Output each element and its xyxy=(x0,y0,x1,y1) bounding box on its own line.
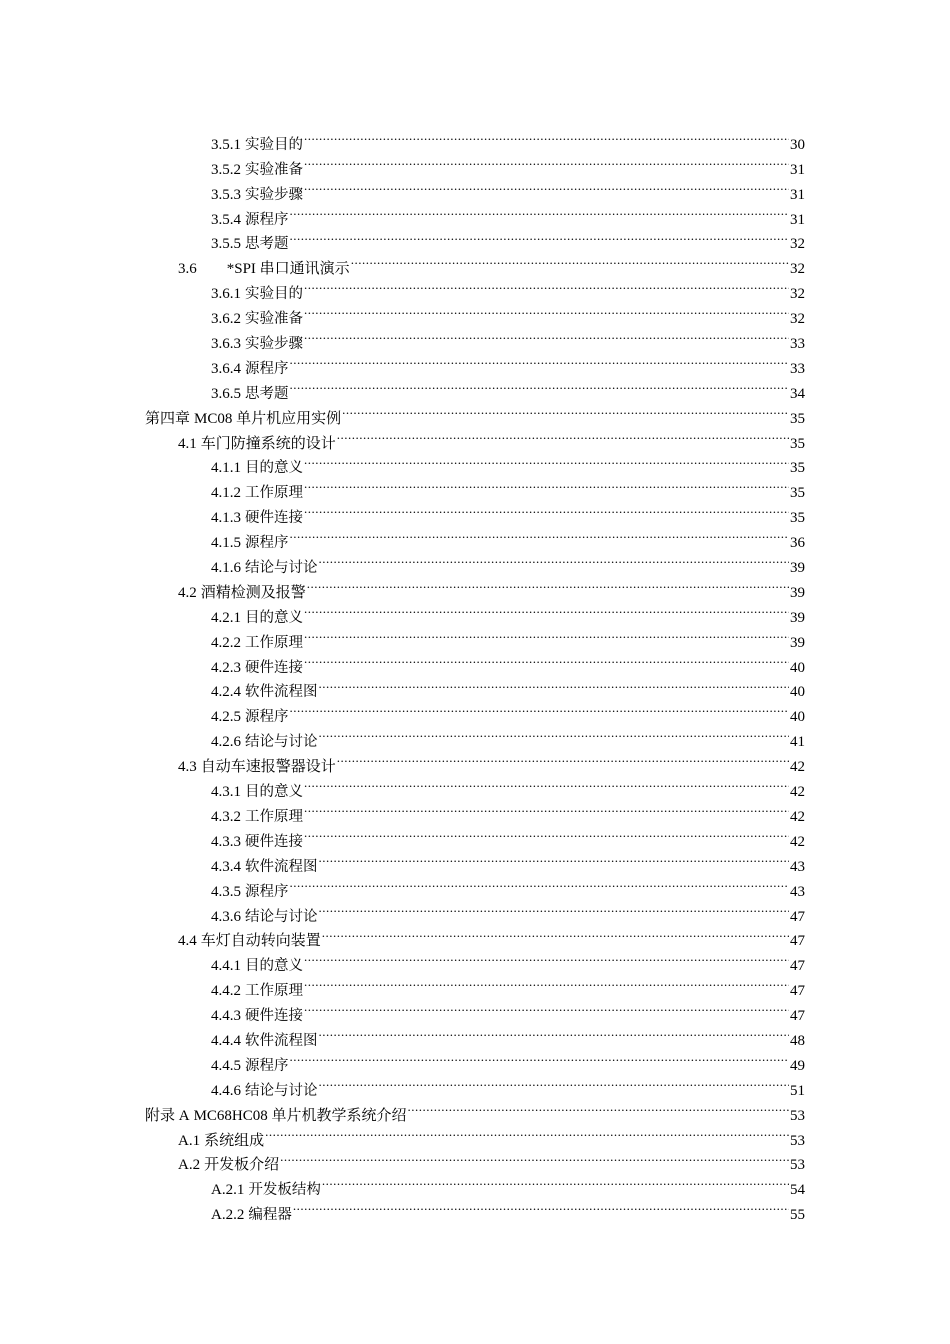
toc-entry-page-number: 53 xyxy=(790,1132,805,1149)
toc-entry xyxy=(0,771,950,801)
dot-leader xyxy=(337,746,789,771)
toc-entry xyxy=(0,224,950,253)
toc-entry-page-number: 39 xyxy=(790,634,805,651)
toc-entry xyxy=(0,970,950,1000)
dot-leader xyxy=(307,572,789,597)
toc-entry-page-number: 51 xyxy=(790,1082,805,1099)
toc-entry-title: 实验步骤 xyxy=(245,186,303,203)
toc-entry-title: MC68HC08 单片机教学系统介绍 xyxy=(193,1107,407,1124)
toc-entry-title: 目的意义 xyxy=(245,460,303,477)
toc-entry xyxy=(0,896,950,925)
dot-leader xyxy=(342,398,789,423)
toc-entry-number: 3.5.5 xyxy=(211,236,241,253)
dot-leader xyxy=(319,896,790,921)
toc-entry-page-number: 32 xyxy=(790,261,805,278)
dot-leader xyxy=(290,1045,790,1070)
toc-entry xyxy=(0,597,950,626)
toc-entry xyxy=(0,323,950,353)
toc-entry-title: 酒精检测及报警 xyxy=(200,584,306,601)
toc-entry xyxy=(0,522,950,552)
dot-leader xyxy=(322,1169,789,1194)
dot-leader xyxy=(304,995,789,1020)
toc-entry-number: 4.1.3 xyxy=(211,510,241,527)
toc-entry-page-number: 33 xyxy=(790,336,805,353)
toc-entry-page-number: 35 xyxy=(790,435,805,452)
toc-entry-number: 4.1.6 xyxy=(211,560,241,577)
toc-entry-number: A.2 xyxy=(178,1157,201,1174)
toc-entry xyxy=(0,796,950,825)
toc-entry xyxy=(0,622,950,651)
toc-entry-title: 车门防撞系统的设计 xyxy=(200,435,336,452)
toc-entry-page-number: 40 xyxy=(790,709,805,726)
toc-entry xyxy=(0,1120,950,1149)
toc-entry-page-number: 42 xyxy=(790,784,805,801)
toc-entry-page-number: 42 xyxy=(790,759,805,776)
dot-leader xyxy=(319,1020,790,1045)
toc-entry-title: 实验目的 xyxy=(245,136,303,153)
toc-entry-number: A.1 xyxy=(178,1132,201,1149)
toc-entry-number: 4.2.3 xyxy=(211,659,241,676)
toc-entry-title: 源程序 xyxy=(245,1057,289,1074)
toc-entry-page-number: 39 xyxy=(790,584,805,601)
toc-entry-number: 3.5.4 xyxy=(211,211,241,228)
toc-entry-number: 4.2.4 xyxy=(211,684,241,701)
toc-entry xyxy=(0,921,950,950)
dot-leader xyxy=(293,1194,789,1219)
toc-entry-number: 4.2.2 xyxy=(211,634,241,651)
toc-entry-page-number: 35 xyxy=(790,460,805,477)
toc-entry-title: 硬件连接 xyxy=(245,833,303,850)
toc-entry xyxy=(0,472,950,502)
toc-entry-title: 实验目的 xyxy=(245,286,303,303)
toc-entry-number: 3.6.4 xyxy=(211,360,241,377)
toc-entry xyxy=(0,1145,950,1174)
dot-leader xyxy=(304,497,789,522)
toc-entry-title: 思考题 xyxy=(245,236,289,253)
toc-entry-title: 结论与讨论 xyxy=(245,560,318,577)
toc-entry xyxy=(0,373,950,402)
toc-entry xyxy=(0,497,950,527)
toc-entry-number: 4.4.2 xyxy=(211,983,241,1000)
dot-leader xyxy=(337,423,789,448)
toc-entry-title: 源程序 xyxy=(245,535,289,552)
toc-entry-number: 第四章 xyxy=(145,410,191,427)
toc-entry-title: 源程序 xyxy=(245,883,289,900)
toc-entry-page-number: 47 xyxy=(790,983,805,1000)
toc-entry-page-number: 40 xyxy=(790,659,805,676)
dot-leader xyxy=(290,373,790,398)
toc-entry-number: 4.2.5 xyxy=(211,709,241,726)
toc-entry-page-number: 53 xyxy=(790,1107,805,1124)
toc-entry-title: 目的意义 xyxy=(245,784,303,801)
toc-entry-title: 编程器 xyxy=(248,1207,292,1224)
toc-entry xyxy=(0,398,950,427)
dot-leader xyxy=(304,323,789,348)
toc-entry-page-number: 36 xyxy=(790,535,805,552)
toc-entry xyxy=(0,124,950,153)
toc-entry-page-number: 47 xyxy=(790,1008,805,1025)
toc-entry-number: 4.4.4 xyxy=(211,1032,241,1049)
dot-leader xyxy=(304,298,789,323)
toc-entry-title: 硬件连接 xyxy=(245,659,303,676)
toc-entry-page-number: 31 xyxy=(790,211,805,228)
toc-entry-page-number: 49 xyxy=(790,1057,805,1074)
toc-entry xyxy=(0,871,950,900)
toc-entry-number: 4.3 xyxy=(178,759,197,776)
toc-entry-page-number: 39 xyxy=(790,560,805,577)
toc-entry-page-number: 42 xyxy=(790,833,805,850)
toc-entry-title: 源程序 xyxy=(245,211,289,228)
toc-entry xyxy=(0,572,950,601)
toc-entry xyxy=(0,647,950,676)
toc-entry xyxy=(0,174,950,203)
toc-entry xyxy=(0,448,950,477)
toc-entry-title: 目的意义 xyxy=(245,609,303,626)
toc-entry xyxy=(0,199,950,228)
toc-entry xyxy=(0,348,950,377)
toc-entry-title: 结论与讨论 xyxy=(245,1082,318,1099)
toc-entry xyxy=(0,721,950,751)
toc-entry xyxy=(0,423,950,452)
toc-entry-number: 4.3.1 xyxy=(211,784,241,801)
toc-entry-number: 4.4.5 xyxy=(211,1057,241,1074)
toc-entry-page-number: 34 xyxy=(790,385,805,402)
toc-entry-number: 4.2.6 xyxy=(211,734,241,751)
toc-entry-number: 附录 A xyxy=(145,1107,190,1124)
toc-entry xyxy=(0,995,950,1025)
toc-entry-title: 软件流程图 xyxy=(245,1032,318,1049)
toc-entry xyxy=(0,149,950,178)
toc-entry-number: A.2.2 xyxy=(211,1207,245,1224)
toc-entry-number: 4.1.5 xyxy=(211,535,241,552)
toc-entry xyxy=(0,1020,950,1049)
toc-entry-title: 工作原理 xyxy=(245,485,303,502)
toc-entry xyxy=(0,248,950,278)
toc-entry xyxy=(0,746,950,776)
toc-entry xyxy=(0,945,950,975)
toc-entry-number: 4.3.6 xyxy=(211,908,241,925)
toc-entry-title: 目的意义 xyxy=(245,958,303,975)
dot-leader xyxy=(280,1145,789,1170)
toc-entry-page-number: 35 xyxy=(790,485,805,502)
toc-entry-number: 3.5.3 xyxy=(211,186,241,203)
toc-entry-title: 源程序 xyxy=(245,360,289,377)
toc-entry-title: 工作原理 xyxy=(245,808,303,825)
toc-entry xyxy=(0,821,950,850)
toc-entry-page-number: 41 xyxy=(790,734,805,751)
toc-entry-number: 4.2.1 xyxy=(211,609,241,626)
toc-entry-title: 结论与讨论 xyxy=(245,908,318,925)
toc-entry-page-number: 55 xyxy=(790,1207,805,1224)
toc-entry-title: 实验准备 xyxy=(245,161,303,178)
toc-entry-title: *SPI 串口通讯演示 xyxy=(226,261,350,278)
toc-entry-title: 工作原理 xyxy=(245,983,303,1000)
dot-leader xyxy=(304,970,789,995)
toc-entry-page-number: 32 xyxy=(790,286,805,303)
toc-entry-page-number: 33 xyxy=(790,360,805,377)
toc-entry-number: 4.3.4 xyxy=(211,858,241,875)
toc-entry-page-number: 48 xyxy=(790,1032,805,1049)
toc-entry xyxy=(0,1095,950,1124)
toc-entry-title: 软件流程图 xyxy=(245,684,318,701)
toc-entry-title: 系统组成 xyxy=(204,1132,265,1149)
toc-entry-number: 4.4.1 xyxy=(211,958,241,975)
toc-entry-page-number: 40 xyxy=(790,684,805,701)
dot-leader xyxy=(319,672,790,697)
toc-entry xyxy=(0,672,950,701)
toc-entry-number: 3.6.5 xyxy=(211,385,241,402)
dot-leader xyxy=(304,647,789,672)
toc-entry-number: 3.5.2 xyxy=(211,161,241,178)
toc-entry-page-number: 32 xyxy=(790,236,805,253)
toc-entry-page-number: 39 xyxy=(790,609,805,626)
dot-leader xyxy=(304,796,789,821)
toc-entry-page-number: 30 xyxy=(790,136,805,153)
toc-entry-title: 硬件连接 xyxy=(245,510,303,527)
toc-entry-title: 实验准备 xyxy=(245,311,303,328)
toc-entry-number: 4.4 xyxy=(178,933,197,950)
dot-leader xyxy=(304,124,789,149)
toc-entry xyxy=(0,1194,950,1224)
toc-entry-page-number: 43 xyxy=(790,858,805,875)
toc-entry-number: 3.6.2 xyxy=(211,311,241,328)
toc-entry-number: 4.1.1 xyxy=(211,460,241,477)
toc-entry xyxy=(0,846,950,875)
toc-entry-page-number: 35 xyxy=(790,410,805,427)
dot-leader xyxy=(304,448,789,473)
toc-entry xyxy=(0,696,950,726)
toc-entry xyxy=(0,1045,950,1074)
toc-entry-number: 3.5.1 xyxy=(211,136,241,153)
dot-leader xyxy=(304,472,789,497)
toc-entry xyxy=(0,298,950,328)
toc-entry-number: 4.3.2 xyxy=(211,808,241,825)
toc-entry-page-number: 54 xyxy=(790,1182,805,1199)
toc-entry-title: 结论与讨论 xyxy=(245,734,318,751)
dot-leader xyxy=(304,597,789,622)
dot-leader xyxy=(319,846,790,871)
toc-entry-title: 思考题 xyxy=(245,385,289,402)
toc-entry xyxy=(0,547,950,577)
dot-leader xyxy=(290,348,790,373)
toc-entry-title: 开发板介绍 xyxy=(204,1157,280,1174)
toc-entry-page-number: 47 xyxy=(790,933,805,950)
dot-leader xyxy=(265,1120,789,1145)
toc-entry-number: A.2.1 xyxy=(211,1182,245,1199)
dot-leader xyxy=(304,174,789,199)
dot-leader xyxy=(319,1070,790,1095)
toc-entry-number: 3.6.3 xyxy=(211,336,241,353)
toc-entry xyxy=(0,273,950,303)
toc-entry xyxy=(0,1169,950,1199)
dot-leader xyxy=(351,248,789,273)
dot-leader xyxy=(304,945,789,970)
toc-entry-title: 硬件连接 xyxy=(245,1008,303,1025)
dot-leader xyxy=(319,547,790,572)
toc-entry-page-number: 31 xyxy=(790,186,805,203)
dot-leader xyxy=(319,721,790,746)
dot-leader xyxy=(290,199,790,224)
toc-entry-title: 开发板结构 xyxy=(248,1182,321,1199)
toc-entry-number: 4.3.3 xyxy=(211,833,241,850)
toc-entry-number: 3.6.1 xyxy=(211,286,241,303)
dot-leader xyxy=(304,149,789,174)
toc-entry-number: 4.2 xyxy=(178,584,197,601)
table-of-contents xyxy=(0,124,950,1224)
toc-entry-title: 车灯自动转向装置 xyxy=(200,933,321,950)
toc-entry-number: 4.4.3 xyxy=(211,1008,241,1025)
dot-leader xyxy=(304,273,789,298)
toc-entry-page-number: 42 xyxy=(790,808,805,825)
toc-entry-number: 4.1 xyxy=(178,435,197,452)
dot-leader xyxy=(290,522,790,547)
toc-entry-title: 工作原理 xyxy=(245,634,303,651)
toc-entry-title: MC08 单片机应用实例 xyxy=(194,410,342,427)
dot-leader xyxy=(322,921,789,946)
dot-leader xyxy=(290,224,790,249)
toc-entry xyxy=(0,1070,950,1099)
dot-leader xyxy=(304,622,789,647)
toc-entry-page-number: 47 xyxy=(790,958,805,975)
toc-entry-title: 软件流程图 xyxy=(245,858,318,875)
dot-leader xyxy=(304,821,789,846)
toc-entry-number: 4.4.6 xyxy=(211,1082,241,1099)
dot-leader xyxy=(290,871,790,896)
toc-entry-page-number: 47 xyxy=(790,908,805,925)
toc-entry-number: 4.3.5 xyxy=(211,883,241,900)
dot-leader xyxy=(290,696,790,721)
toc-entry-page-number: 53 xyxy=(790,1157,805,1174)
dot-leader xyxy=(304,771,789,796)
toc-entry-title: 自动车速报警器设计 xyxy=(200,759,336,776)
toc-entry-number: 3.6 xyxy=(178,261,197,278)
toc-entry-title: 实验步骤 xyxy=(245,336,303,353)
toc-entry-page-number: 31 xyxy=(790,161,805,178)
dot-leader xyxy=(408,1095,789,1120)
toc-entry-page-number: 43 xyxy=(790,883,805,900)
toc-entry-number: 4.1.2 xyxy=(211,485,241,502)
toc-entry-page-number: 32 xyxy=(790,311,805,328)
toc-entry-title: 源程序 xyxy=(245,709,289,726)
toc-entry-page-number: 35 xyxy=(790,510,805,527)
